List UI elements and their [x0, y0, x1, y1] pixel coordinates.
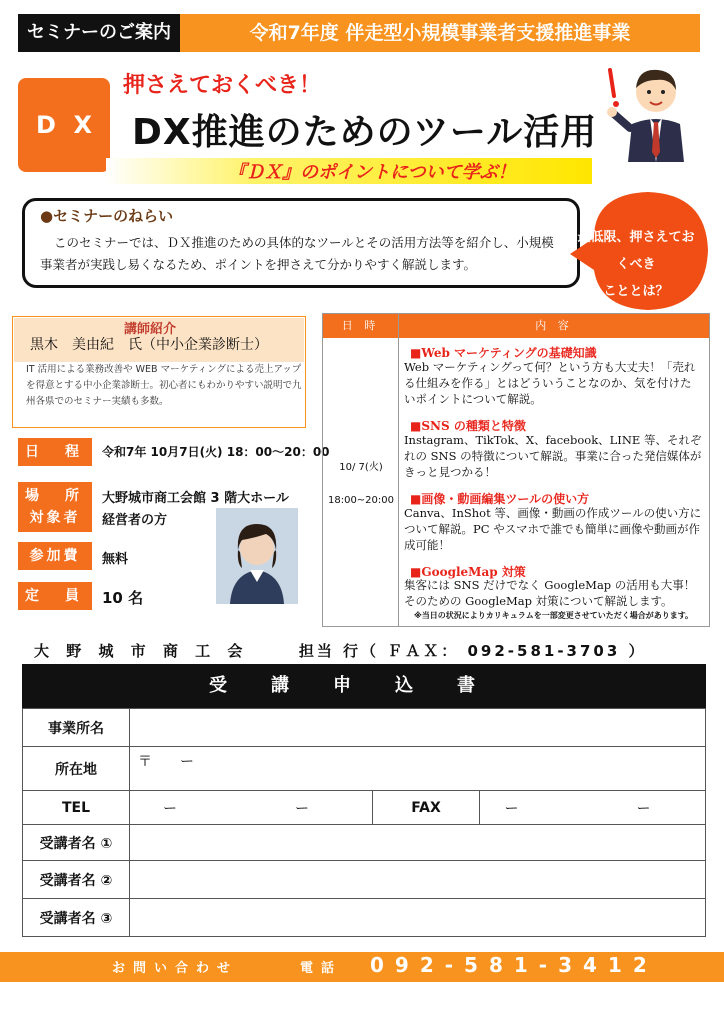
- aim-title: ●セミナーのねらい: [40, 207, 174, 225]
- topic-heading: ■画像・動画編集ツールの使い方: [410, 492, 590, 506]
- capacity-value: 10 名: [102, 589, 144, 607]
- bubble-line-2: こととは？: [603, 284, 669, 299]
- topic-heading: ■SNS の種類と特徴: [410, 419, 526, 433]
- schedule-label: 日 程: [18, 438, 92, 466]
- col-content-header: 内 容: [399, 314, 709, 338]
- topic-body: Web マーケティングって何？という方も大丈夫！「売れる仕組みを作る」とはどういうことなのか、気を付けたいポイントについて解説。: [404, 360, 696, 406]
- capacity-label: 定 員: [18, 582, 92, 610]
- topic-heading: ■Web マーケティングの基礎知識: [410, 346, 597, 360]
- address-field[interactable]: 〒 ー: [130, 747, 706, 791]
- tel-field[interactable]: ー ー: [130, 791, 373, 825]
- attendee-1-field[interactable]: [130, 825, 706, 861]
- form-label: 所在地: [23, 747, 130, 791]
- instructor-photo: [216, 508, 298, 604]
- aim-text: このセミナーでは、ＤＸ推進のための具体的なツールとその活用方法等を紹介し、小規模事業者が実践し易くなるため、ポイントを押さえて分かりやすく解説します。: [40, 235, 554, 272]
- col-date-header: 日 時: [323, 314, 398, 338]
- form-row: [23, 791, 706, 825]
- form-row: [23, 747, 706, 791]
- venue-value: 大野城市商工会館 3 階大ホール: [102, 491, 289, 506]
- fax-line: [34, 640, 714, 661]
- business-name-field[interactable]: [130, 709, 706, 747]
- application-form: [22, 708, 706, 937]
- dx-letter-d: D: [36, 111, 56, 139]
- fax-number: 担当 行（ ＦＡＸ： 092-581-3703 ）: [298, 642, 647, 660]
- page-title: DX推進のためのツール活用: [132, 112, 598, 153]
- bubble-line-1: 最低限、押さえておくべき: [577, 230, 695, 272]
- instructor-name: 黒木 美由紀 氏（中小企業診断士）: [30, 337, 268, 353]
- instructor-desc: IT 活用による業務改善や WEB マーケティングによる売上アップを得意とする中小企業診断士。初心者にもわかりやすい説明で九州各県でのセミナー実績も多数。: [26, 364, 302, 407]
- topic-body: Instagram、TikTok、X、facebook、LINE 等、それぞれの SNS の特徴について解説。事業に合った発信媒体がきっと見つかる！: [404, 433, 702, 479]
- dx-badge: [18, 78, 110, 172]
- target-label: 対象者: [18, 504, 92, 532]
- header-title: 令和7年度 伴走型小規模事業者支援推進事業: [180, 14, 700, 52]
- fee-value: 無料: [102, 552, 129, 567]
- phone-number: 092-581-3412: [370, 953, 658, 977]
- venue-label: 場 所: [18, 482, 92, 510]
- topic-body: Canva、InShot 等、画像・動画の作成ツールの使い方について解説。PC やスマホで誰でも簡単に画像や動画が作成可能！: [404, 506, 702, 552]
- form-label: 事業所名: [23, 709, 130, 747]
- fax-label: FAX: [373, 791, 480, 825]
- session-time: 18:00~20:00: [327, 495, 394, 506]
- phone-label: 電話: [300, 961, 343, 976]
- schedule-value: 令和7年 10月7日(火) 18：00～20：00: [102, 445, 330, 459]
- fax-field[interactable]: ー ー: [480, 791, 706, 825]
- topic-body: 集客には SNS だけでなく GoogleMap の活用も大事！そのための GoogleMap 対策について解説します。: [404, 578, 696, 608]
- curriculum-note: ※当日の状況によりカリキュラムを一部変更させていただく場合があります。: [414, 611, 694, 620]
- session-date: 10/ 7(火): [339, 462, 383, 473]
- instructor-title: 講師紹介: [124, 322, 177, 337]
- form-label: 受講者名 ③: [23, 899, 130, 937]
- businessman-icon: [600, 62, 690, 162]
- subtitle: 『ＤＸ』のポイントについて学ぶ！: [228, 162, 516, 183]
- form-row: [23, 899, 706, 937]
- table-divider: [398, 314, 399, 626]
- fee-label: 参加費: [18, 542, 92, 570]
- header-label: セミナーのご案内: [18, 14, 180, 52]
- dx-letter-x: X: [73, 111, 92, 139]
- org-name: 大 野 城 市 商 工 会: [34, 642, 249, 660]
- form-label: 受講者名 ②: [23, 861, 130, 899]
- pre-title: 押さえておくべき！: [123, 73, 322, 98]
- bubble-text: [574, 224, 698, 305]
- form-row: [23, 861, 706, 899]
- attendee-3-field[interactable]: [130, 899, 706, 937]
- application-title: 受講申込書: [22, 664, 706, 708]
- attendee-2-field[interactable]: [130, 861, 706, 899]
- target-value: 経営者の方: [102, 513, 168, 528]
- topic-heading: ■GoogleMap 対策: [410, 565, 526, 579]
- form-label: 受講者名 ①: [23, 825, 130, 861]
- form-row: [23, 709, 706, 747]
- form-label: TEL: [23, 791, 130, 825]
- inquiry-label: お問い合わせ: [112, 961, 239, 976]
- form-row: [23, 825, 706, 861]
